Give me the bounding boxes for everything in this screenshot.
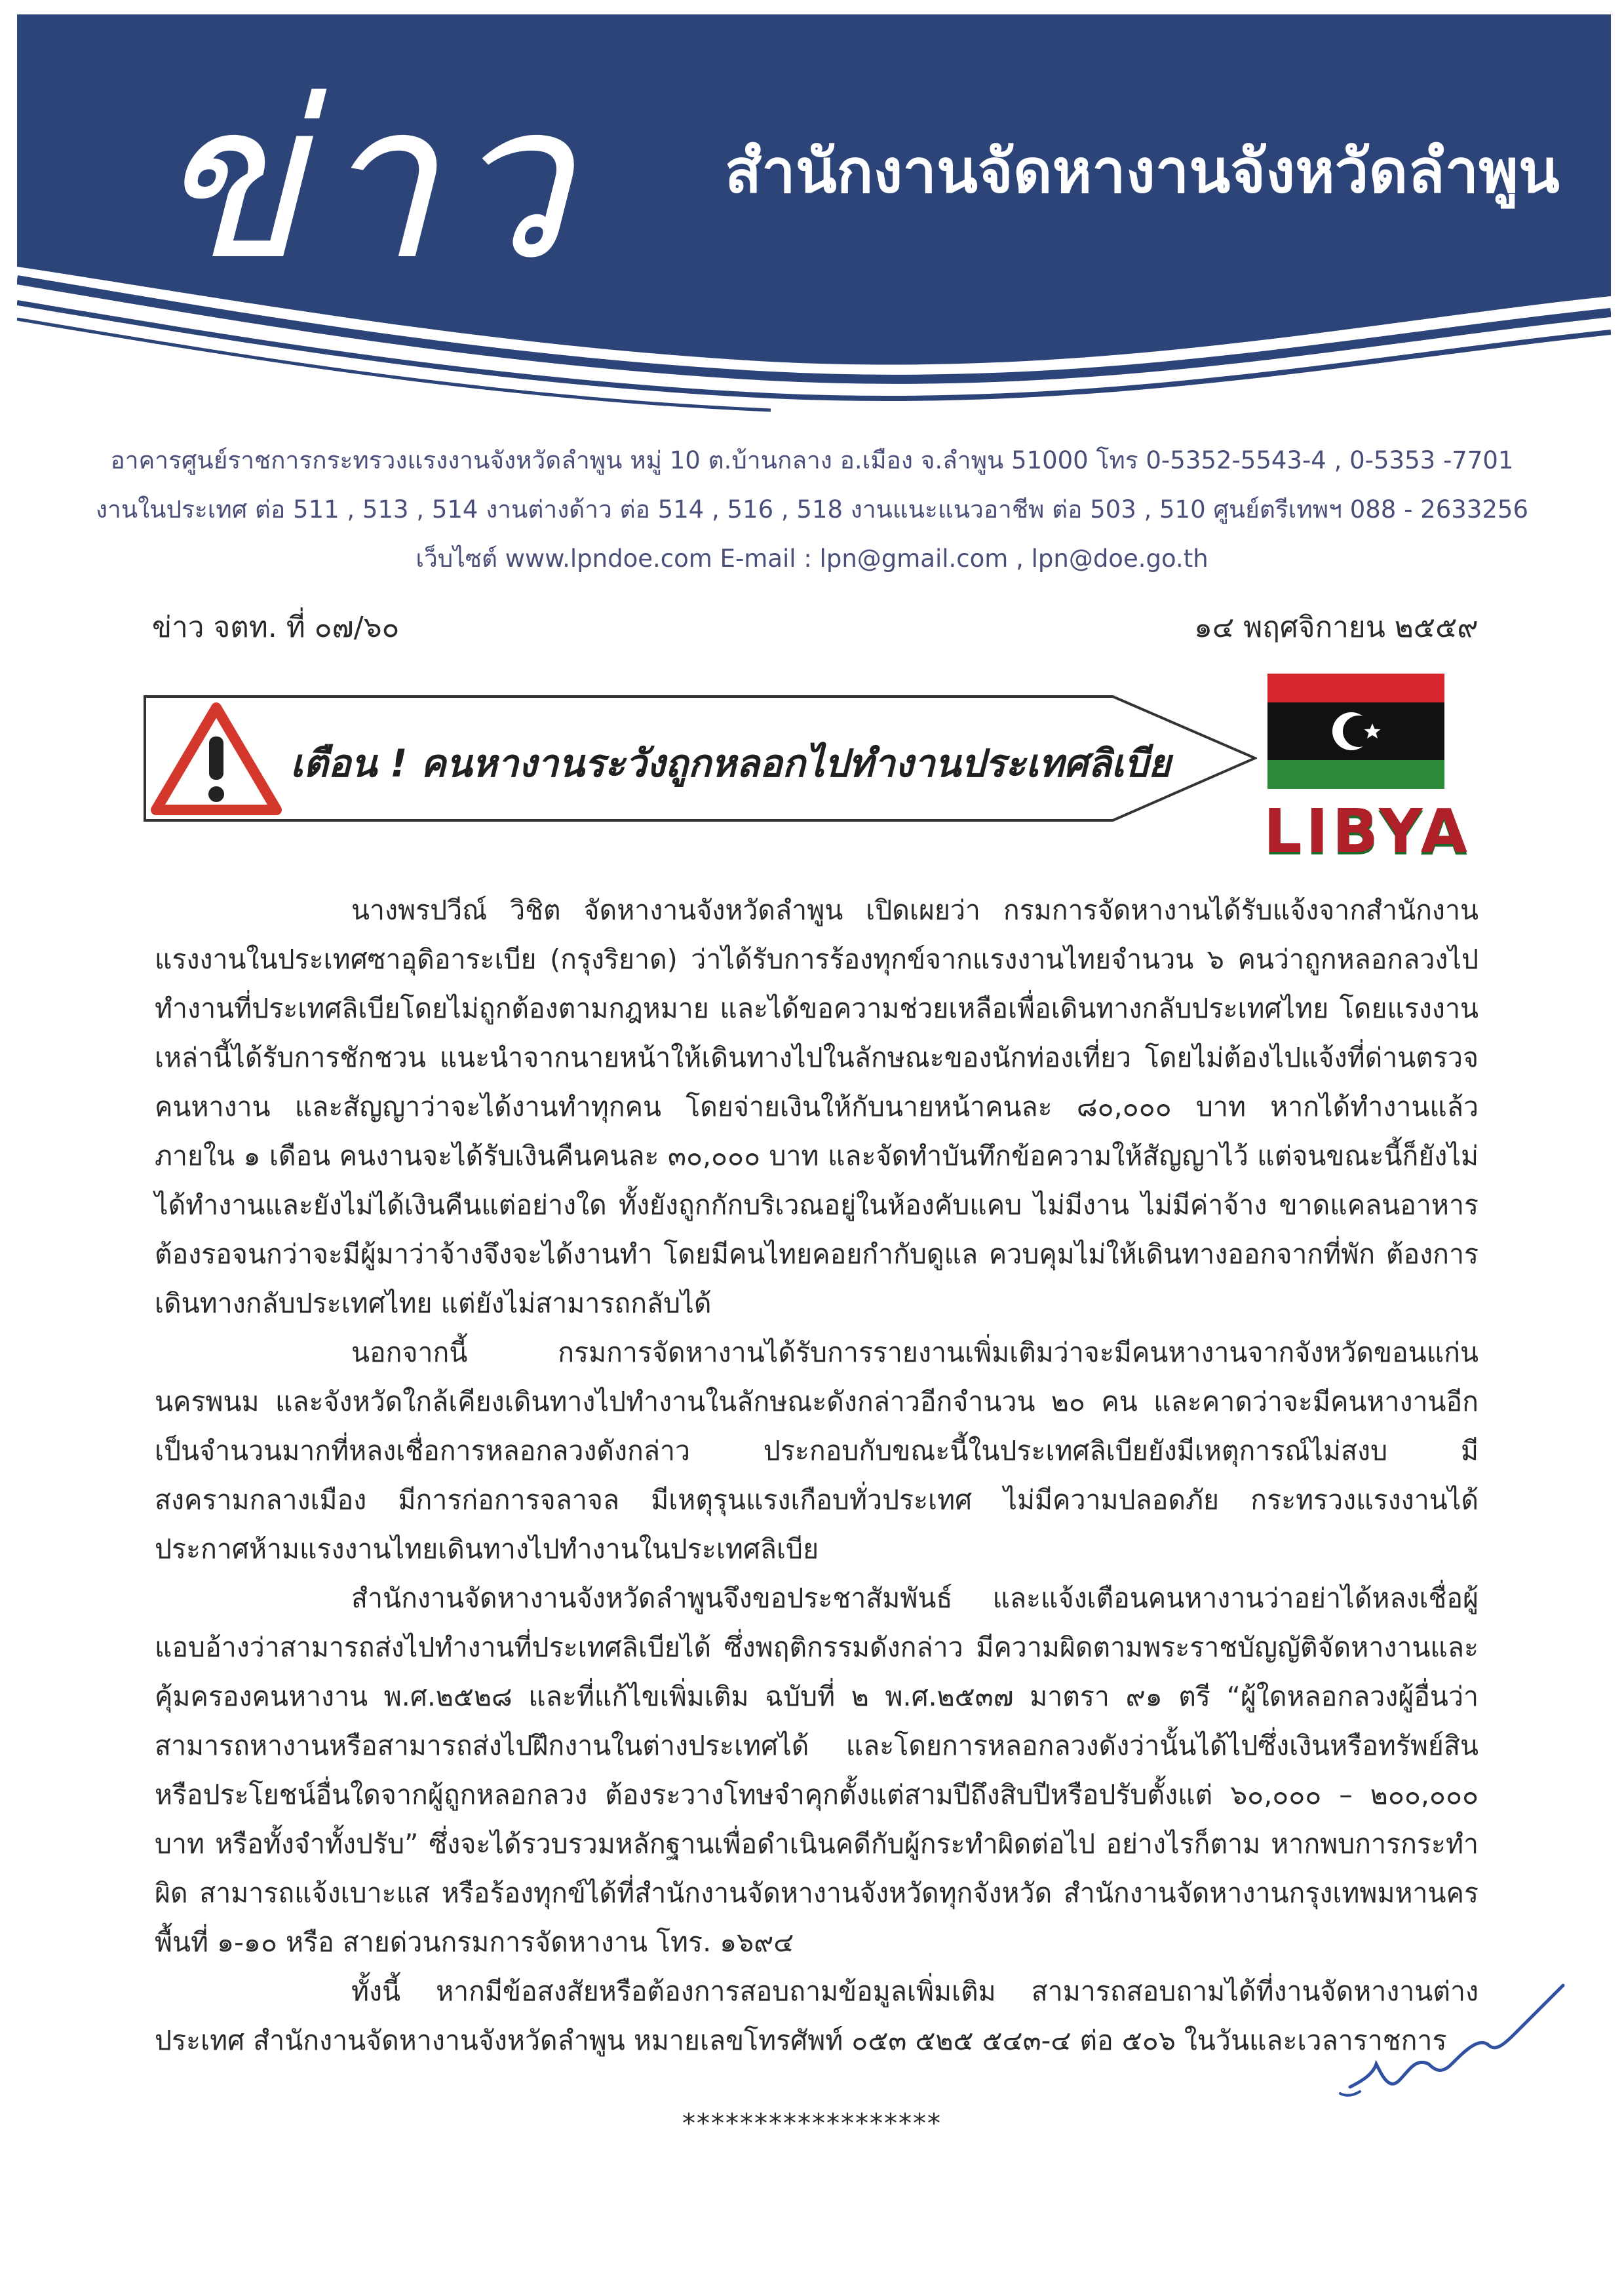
end-marker: ******************: [682, 2109, 942, 2139]
news-logo: ข่าว: [155, 56, 581, 307]
office-name: สำนักงานจัดหางานจังหวัดลำพูน: [725, 136, 1560, 206]
header-banner: [17, 14, 1611, 414]
contact-info: [0, 436, 1624, 583]
libya-flag-icon: [1267, 674, 1444, 789]
warning-text: เตือน ! คนหางานระวังถูกหลอกไปทำงานประเทศลิเบีย: [290, 741, 1171, 786]
article-body: [155, 886, 1479, 2065]
signature-mark: [1337, 1966, 1573, 2116]
news-number: ข่าว จตท. ที่ ๐๗/๖๐: [152, 611, 400, 644]
libya-label: LIBYA: [1264, 796, 1471, 866]
news-date: ๑๔ พฤศจิกายน ๒๕๕๙: [1194, 611, 1479, 644]
contact-extension-line: งานในประเทศ ต่อ 511 , 513 , 514 งานต่างด้าว ต่อ 514 , 516 , 518 งานแนะแนวอาชีพ ต่อ 503 , 510 ศูนย์ตรีเทพฯ 088 - 2633256: [96, 495, 1528, 524]
paragraph: นางพรปวีณ์ วิชิต จัดหางานจังหวัดลำพูน เปิดเผยว่า กรมการจัดหางานได้รับแจ้งจากสำนักงานแรงงานในประเทศซาอุดิอาระเบีย (กรุงริยาด) ว่าได้รับการร้องทุกข์จากแรงงานไทยจำนวน ๖ คนว่าถูกหลอกลวงไปทำงานที่ประเทศลิเบียโดยไม่ถูกต้องตามกฎหมาย และได้ขอความช่วยเหลือเพื่อเดินทางกลับประเทศไทย โดยแรงงานเหล่านี้ได้รับการชักชวน แนะนำจากนายหน้าให้เดินทางไปในลักษณะของนักท่องเที่ยว โดยไม่ต้องไปแจ้งที่ด่านตรวจคนหางาน และสัญญาว่าจะได้งานทำทุกคน โดยจ่ายเงินให้กับนายหน้าคนละ ๘๐,๐๐๐ บาท หากได้ทำงานแล้วภายใน ๑ เดือน คนงานจะได้รับเงินคืนคนละ ๓๐,๐๐๐ บาท และจัดทำบันทึกข้อความให้สัญญาไว้ แต่จนขณะนี้ก็ยังไม่ได้ทำงานและยังไม่ได้เงินคืนแต่อย่างใด ทั้งยังถูกกักบริเวณอยู่ในห้องคับแคบ ไม่มีงาน ไม่มีค่าจ้าง ขาดแคลนอาหาร ต้องรอจนกว่าจะมีผู้มาว่าจ้างจึงจะได้งานทำ โดยมีคนไทยคอยกำกับดูแล ควบคุมไม่ให้เดินทางออกจากที่พัก ต้องการเดินทางกลับประเทศไทย แต่ยังไม่สามารถกลับได้: [155, 894, 1479, 1319]
paragraph: นอกจากนี้ กรมการจัดหางานได้รับการรายงานเพิ่มเติมว่าจะมีคนหางานจากจังหวัดขอนแก่น นครพนม และจังหวัดใกล้เคียงเดินทางไปทำงานในลักษณะดังกล่าวอีกจำนวน ๒๐ คน และคาดว่าจะมีคนหางานอีกเป็นจำนวนมากที่หลงเชื่อการหลอกลวงดังกล่าว ประกอบกับขณะนี้ในประเทศลิเบียยังมีเหตุการณ์ไม่สงบ มีสงครามกลางเมือง มีการก่อการจลาจล มีเหตุรุนแรงเกือบทั่วประเทศ ไม่มีความปลอดภัย กระทรวงแรงงานได้ประกาศห้ามแรงงานไทยเดินทางไปทำงานในประเทศลิเบีย: [155, 1337, 1479, 1565]
paragraph: ทั้งนี้ หากมีข้อสงสัยหรือต้องการสอบถามข้อมูลเพิ่มเติม สามารถสอบถามได้ที่งานจัดหางานต่างประเทศ สำนักงานจัดหางานจังหวัดลำพูน หมายเลขโทรศัพท์ ๐๕๓ ๕๒๕ ๕๔๓-๔ ต่อ ๕๐๖ ในวันและเวลาราชการ: [155, 1976, 1479, 2056]
contact-web-line: เว็บไซต์ www.lpndoe.com E-mail : lpn@gmail.com , lpn@doe.go.th: [416, 545, 1208, 573]
warning-banner: [143, 695, 1257, 822]
contact-address-line: อาคารศูนย์ราชการกระทรวงแรงงานจังหวัดลำพูน หมู่ 10 ต.บ้านกลาง อ.เมือง จ.ลำพูน 51000 โทร 0-5352-5543-4 , 0-5353 -7701: [110, 446, 1514, 474]
paragraph: สำนักงานจัดหางานจังหวัดลำพูนจึงขอประชาสัมพันธ์ และแจ้งเตือนคนหางานว่าอย่าได้หลงเชื่อผู้แอบอ้างว่าสามารถส่งไปทำงานที่ประเทศลิเบียได้ ซึ่งพฤติกรรมดังกล่าว มีความผิดตามพระราชบัญญัติจัดหางานและคุ้มครองคนหางาน พ.ศ.๒๕๒๘ และที่แก้ไขเพิ่มเติม ฉบับที่ ๒ พ.ศ.๒๕๓๗ มาตรา ๙๑ ตรี “ผู้ใดหลอกลวงผู้อื่นว่าสามารถหางานหรือสามารถส่งไปฝึกงานในต่างประเทศได้ และโดยการหลอกลวงดังว่านั้นได้ไปซึ่งเงินหรือทรัพย์สินหรือประโยชน์อื่นใดจากผู้ถูกหลอกลวง ต้องระวางโทษจำคุกตั้งแต่สามปีถึงสิบปีหรือปรับตั้งแต่ ๖๐,๐๐๐ – ๒๐๐,๐๐๐ บาท หรือทั้งจำทั้งปรับ” ซึ่งจะได้รวบรวมหลักฐานเพื่อดำเนินคดีกับผู้กระทำผิดต่อไป อย่างไรก็ตาม หากพบการกระทำผิด สามารถแจ้งเบาะแส หรือร้องทุกข์ได้ที่สำนักงานจัดหางานจังหวัดทุกจังหวัด สำนักงานจัดหางานกรุงเทพมหานคร พื้นที่ ๑-๑๐ หรือ สายด่วนกรมการจัดหางาน โทร. ๑๖๙๔: [155, 1582, 1479, 1958]
warning-triangle-icon: [151, 702, 282, 815]
